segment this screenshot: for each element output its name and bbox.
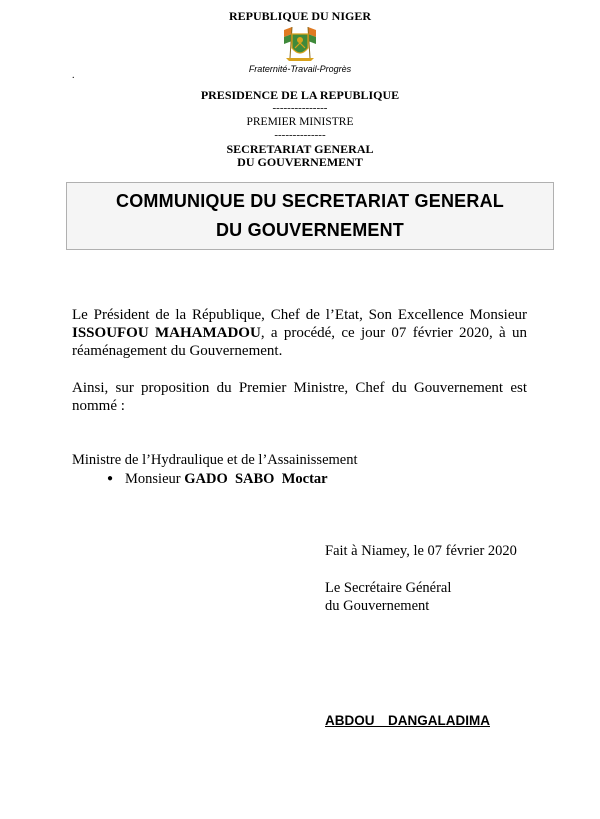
- sgg-line-2: DU GOUVERNEMENT: [237, 155, 363, 169]
- sgg-line-1: SECRETARIAT GENERAL: [226, 142, 374, 156]
- separator-1: ---------------: [272, 102, 328, 114]
- signatory-title: [325, 579, 451, 615]
- signatory-name: ABDOU DANGALADIMA: [325, 713, 490, 728]
- appointee-name: GADO SABO Moctar: [184, 471, 328, 487]
- stray-mark: .: [72, 70, 75, 81]
- national-motto: Fraternité-Travail-Progrès: [248, 64, 352, 74]
- separator-2: --------------: [274, 129, 326, 141]
- title-line-2: DU GOUVERNEMENT: [215, 220, 404, 240]
- appointee-prefix: Monsieur: [125, 471, 185, 487]
- signatory-title-line-1: Le Secrétaire Général: [325, 580, 452, 596]
- presidence-heading: PRESIDENCE DE LA REPUBLIQUE: [200, 88, 400, 102]
- signatory-title-line-2: du Gouvernement: [325, 598, 430, 614]
- country-name: REPUBLIQUE DU NIGER: [228, 9, 372, 23]
- sgg-heading: [0, 143, 600, 169]
- president-name: ISSOUFOU MAHAMADOU: [72, 325, 261, 341]
- paragraph-announcement: [72, 306, 527, 360]
- communique-title: [116, 187, 504, 245]
- bullet-icon: ●: [107, 473, 114, 484]
- premier-ministre-heading: PREMIER MINISTRE: [246, 116, 354, 128]
- communique-title-box: [66, 182, 554, 250]
- title-line-1: COMMUNIQUE DU SECRETARIAT GENERAL: [116, 191, 504, 211]
- paragraph-nomination: Ainsi, sur proposition du Premier Ministre, Chef du Gouvernement est nommé :: [72, 380, 527, 414]
- coat-of-arms-emblem: [270, 24, 330, 64]
- p1-start: Le Président de la République, Chef de l’Etat, Son Excellence Monsieur: [72, 307, 527, 323]
- place-date: Fait à Niamey, le 07 février 2020: [325, 543, 517, 559]
- appointee-list-item: [107, 471, 328, 488]
- p1-end: , a procédé, ce jour 07 février 2020, à un réaménagement du Gouvernement.: [72, 325, 528, 359]
- ministry-title: Ministre de l’Hydraulique et de l’Assainissement: [72, 452, 358, 468]
